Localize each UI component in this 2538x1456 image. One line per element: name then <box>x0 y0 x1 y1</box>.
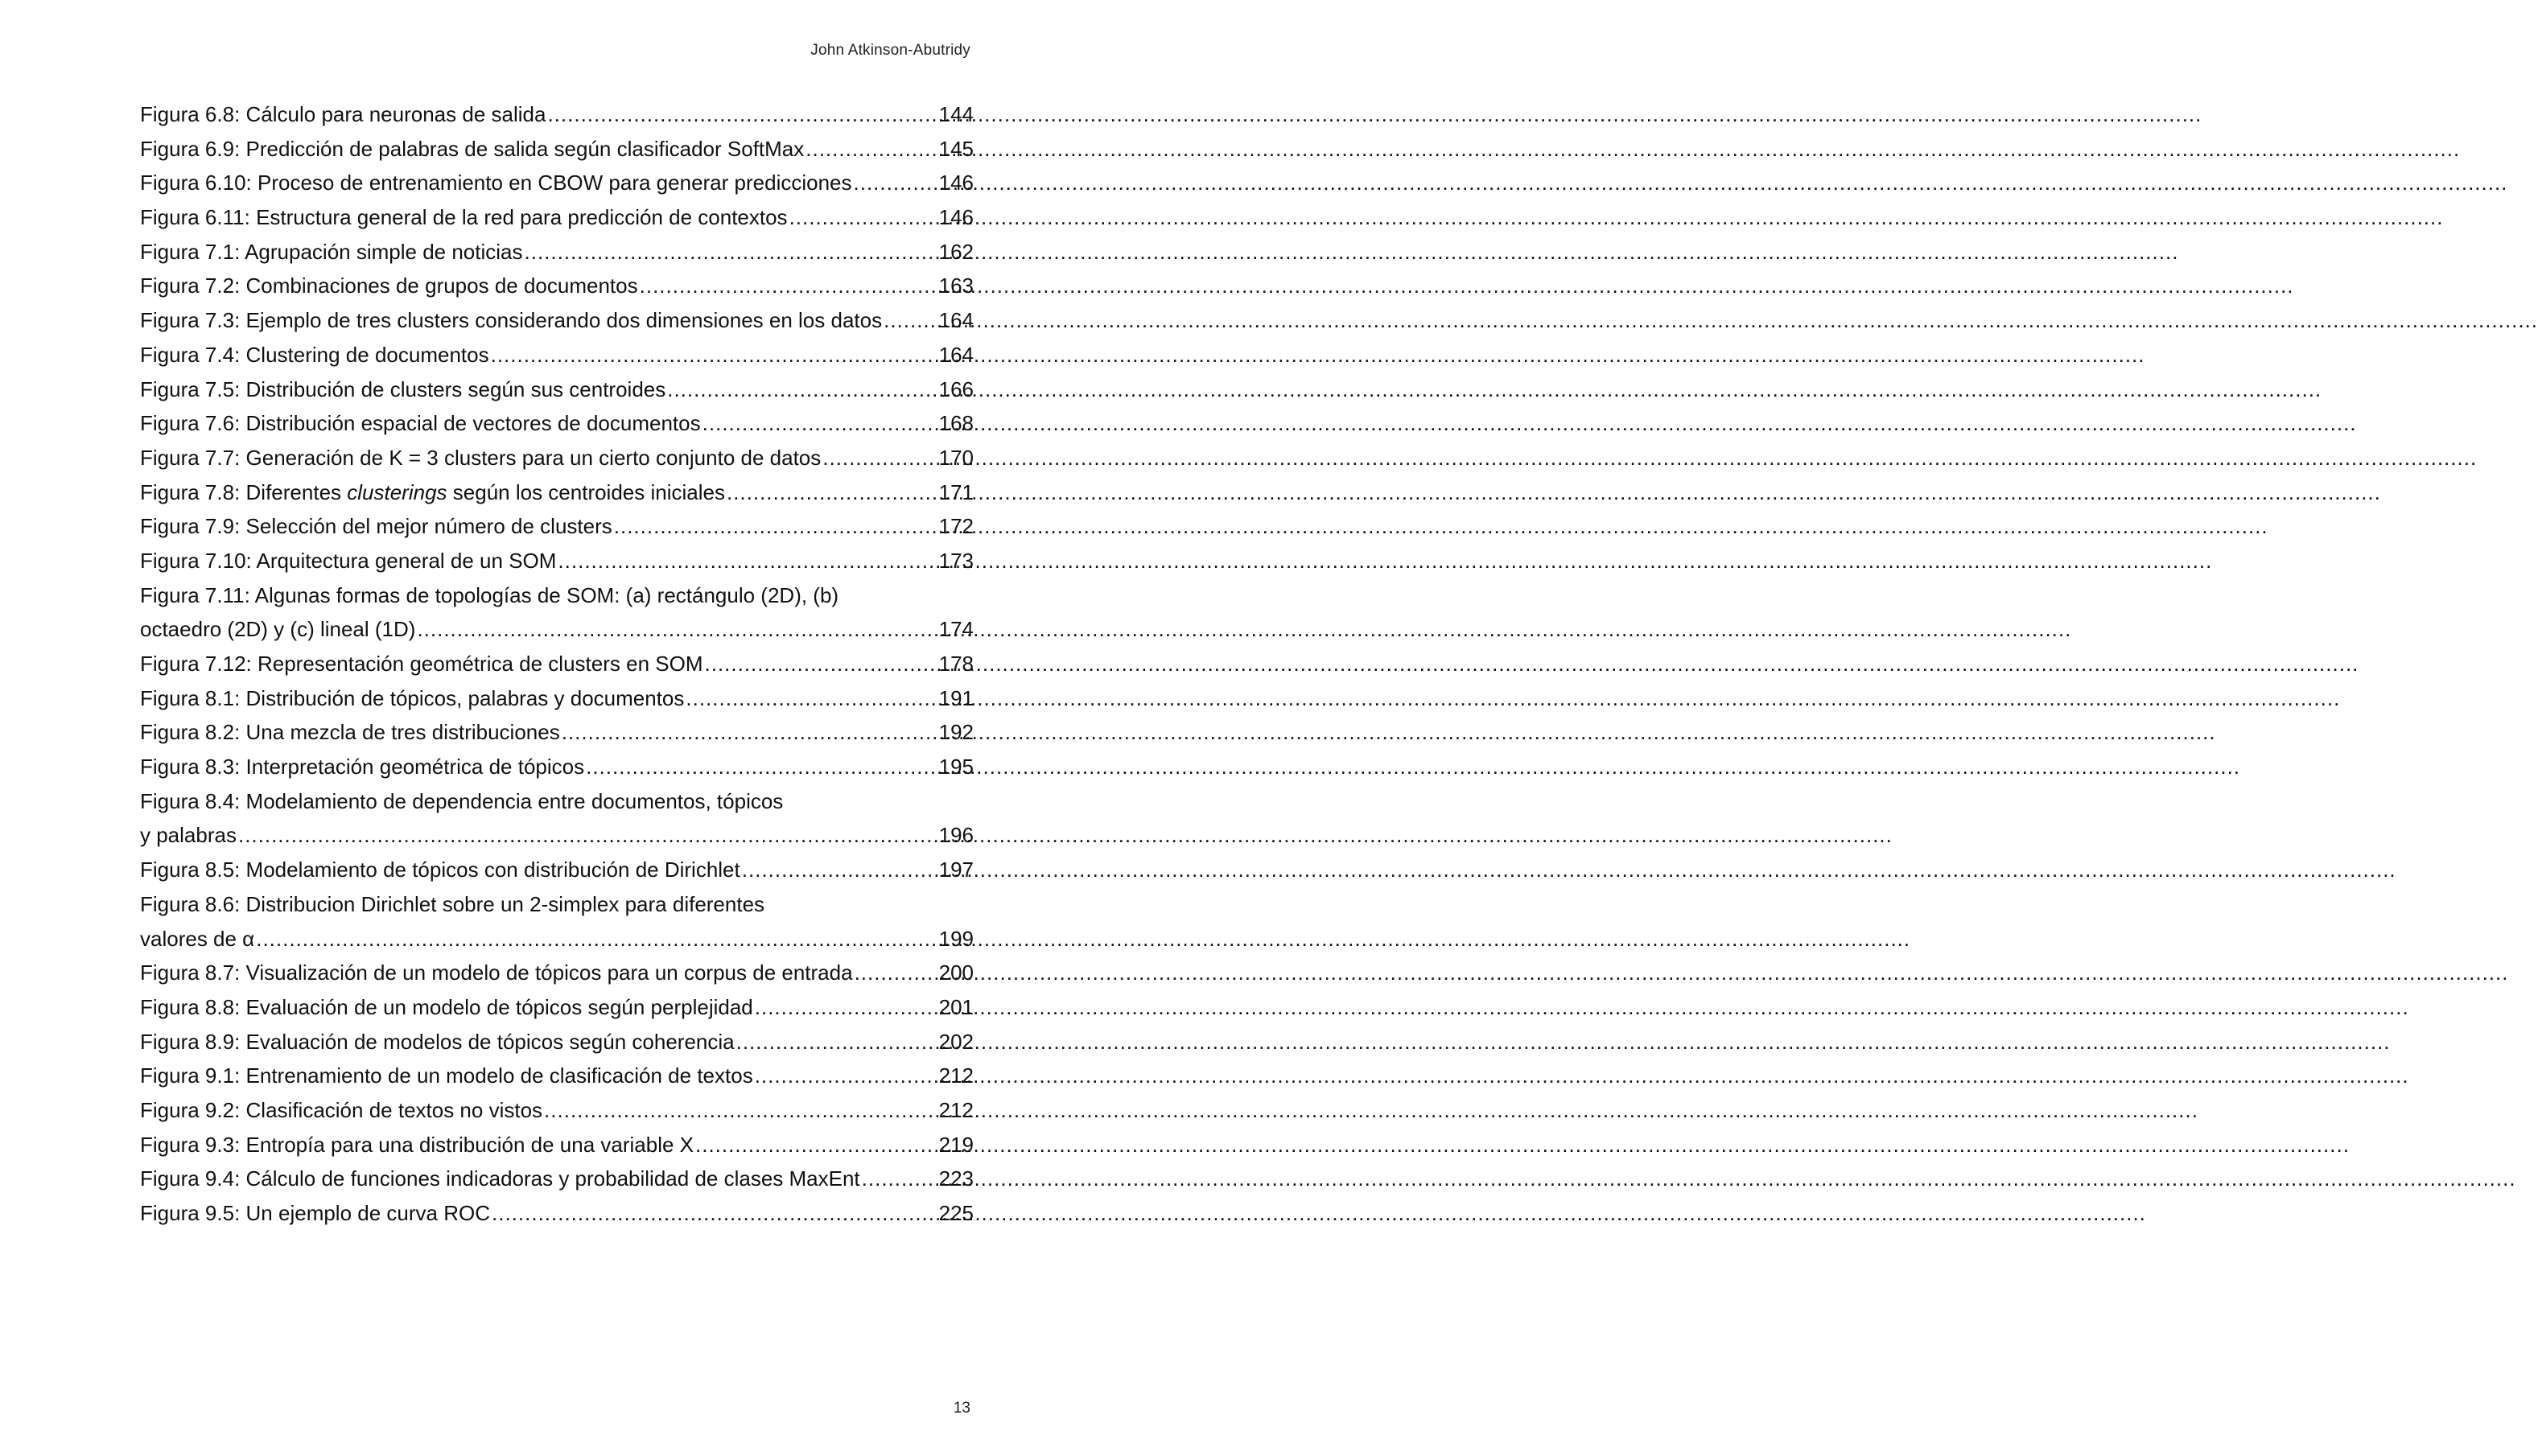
entry-page: 172 <box>938 514 974 539</box>
entry-title-line2: y palabras <box>140 823 237 848</box>
toc-entry-wrapped <box>140 784 974 853</box>
entry-page: 170 <box>938 445 974 470</box>
entry-title: Distribución espacial de vectores de documentos <box>245 411 701 436</box>
leader-dots <box>727 475 937 510</box>
entry-page: 162 <box>938 239 974 264</box>
entry-page: 196 <box>938 823 974 848</box>
leader-dots <box>884 303 937 338</box>
entry-page: 212 <box>938 1063 974 1088</box>
entry-label: Figura 9.5: <box>140 1201 241 1225</box>
leader-dots <box>704 647 937 681</box>
entry-title-line1: Algunas formas de topologías de SOM: (a) rectángulo (2D), (b) <box>254 582 839 607</box>
list-of-figures <box>140 97 974 1231</box>
toc-entry <box>140 235 974 269</box>
entry-label: Figura 8.6: <box>140 891 241 916</box>
entry-label: Figura 7.11: <box>140 582 250 607</box>
entry-title: Visualización de un modelo de tópicos para un corpus de entrada <box>245 960 853 985</box>
leader-dots <box>854 166 937 200</box>
entry-title-line2: octaedro (2D) y (c) lineal (1D) <box>140 617 416 642</box>
entry-page: 200 <box>938 960 974 985</box>
leader-dots <box>525 235 937 269</box>
leader-dots <box>238 818 937 853</box>
entry-title-emphasis: clusterings <box>347 479 447 504</box>
entry-title: Entropía para una distribución de una variable X <box>245 1132 694 1157</box>
entry-page: 191 <box>938 685 974 710</box>
entry-title: Interpretación geométrica de tópicos <box>245 755 585 779</box>
entry-page: 173 <box>938 548 974 573</box>
entry-label: Figura 8.7: <box>140 960 241 985</box>
leader-dots <box>492 1196 937 1231</box>
entry-label: Figura 8.3: <box>140 755 241 779</box>
entry-page: 197 <box>938 858 974 882</box>
leader-dots <box>755 1059 937 1093</box>
entry-label: Figura 7.2: <box>140 274 241 298</box>
toc-entry <box>140 853 974 887</box>
entry-label: Figura 6.11: <box>140 205 250 230</box>
entry-page: 178 <box>938 652 974 676</box>
entry-title-post: según los centroides iniciales <box>447 479 725 504</box>
entry-page: 225 <box>938 1201 974 1225</box>
toc-entry <box>140 441 974 475</box>
entry-label: Figura 7.5: <box>140 376 241 401</box>
toc-entry <box>140 1196 974 1231</box>
toc-entry-wrapped <box>140 578 974 647</box>
entry-label: Figura 8.1: <box>140 685 241 710</box>
toc-entry <box>140 956 974 990</box>
entry-title: Arquitectura general de un SOM <box>256 548 557 573</box>
entry-label: Figura 8.8: <box>140 994 241 1019</box>
entry-label: Figura 6.8: <box>140 102 241 126</box>
entry-title: Distribución de clusters según sus centroides <box>245 376 666 401</box>
entry-page: 166 <box>938 376 974 401</box>
toc-entry <box>140 200 974 235</box>
entry-title: Clustering de documentos <box>245 342 489 367</box>
entry-label: Figura 8.2: <box>140 720 241 745</box>
toc-entry <box>140 1025 974 1059</box>
entry-label: Figura 8.4: <box>140 788 241 813</box>
entry-title: Selección del mejor número de clusters <box>245 514 612 539</box>
entry-label: Figura 9.4: <box>140 1166 241 1191</box>
toc-entry <box>140 1093 974 1128</box>
entry-label: Figura 6.9: <box>140 136 241 161</box>
entry-title: Una mezcla de tres distribuciones <box>245 720 560 745</box>
entry-title: Un ejemplo de curva ROC <box>245 1201 490 1225</box>
entry-label: Figura 6.10: <box>140 171 252 195</box>
toc-entry <box>140 715 974 750</box>
entry-title-line2: valores de α <box>140 926 255 951</box>
entry-title: Clasificación de textos no vistos <box>245 1097 543 1122</box>
running-header <box>810 42 970 60</box>
toc-entry <box>140 166 974 200</box>
toc-entry <box>140 1162 974 1196</box>
leader-dots <box>586 750 937 784</box>
entry-label: Figura 9.3: <box>140 1132 241 1157</box>
entry-page: 202 <box>938 1029 974 1054</box>
entry-page: 199 <box>938 926 974 951</box>
toc-entry <box>140 681 974 716</box>
leader-dots <box>695 1128 937 1162</box>
entry-label: Figura 7.7: <box>140 445 241 470</box>
entry-page: 164 <box>938 308 974 333</box>
leader-dots <box>686 681 937 716</box>
entry-title: Distribución de tópicos, palabras y documentos <box>245 685 685 710</box>
entry-page: 192 <box>938 720 974 745</box>
entry-label: Figura 7.9: <box>140 514 241 539</box>
entry-title: Modelamiento de tópicos con distribución de Dirichlet <box>245 858 740 882</box>
entry-page: 171 <box>938 479 974 504</box>
leader-dots <box>640 269 937 303</box>
leader-dots <box>822 441 937 475</box>
entry-title: Predicción de palabras de salida según clasificador SoftMax <box>245 136 805 161</box>
toc-entry <box>140 406 974 441</box>
entry-label: Figura 8.9: <box>140 1029 241 1054</box>
entry-label: Figura 9.1: <box>140 1063 241 1088</box>
entry-title: Combinaciones de grupos de documentos <box>245 274 638 298</box>
toc-entry <box>140 475 974 510</box>
entry-title-line1: Distribucion Dirichlet sobre un 2-simplex para diferentes <box>245 891 765 916</box>
toc-entry <box>140 303 974 338</box>
entry-page: 146 <box>938 205 974 230</box>
toc-entry <box>140 750 974 784</box>
leader-dots <box>547 97 937 132</box>
leader-dots <box>805 132 937 167</box>
leader-dots <box>789 200 937 235</box>
entry-page: 144 <box>938 102 974 126</box>
entry-title: Evaluación de un modelo de tópicos según perplejidad <box>245 994 753 1019</box>
entry-title: Representación geométrica de clusters en SOM <box>257 652 703 676</box>
leader-dots <box>417 612 937 647</box>
entry-title: Evaluación de modelos de tópicos según coherencia <box>245 1029 735 1054</box>
entry-label: Figura 7.6: <box>140 411 241 436</box>
toc-entry <box>140 1059 974 1093</box>
leader-dots <box>491 338 937 372</box>
page-number: 13 <box>953 1400 970 1417</box>
entry-title: Entrenamiento de un modelo de clasificación de textos <box>245 1063 753 1088</box>
toc-entry <box>140 509 974 544</box>
entry-title-line1: Modelamiento de dependencia entre documentos, tópicos <box>245 788 784 813</box>
entry-label: Figura 7.10: <box>140 548 252 573</box>
entry-title: Agrupación simple de noticias <box>245 239 523 264</box>
leader-dots <box>855 956 937 990</box>
entry-page: 223 <box>938 1166 974 1191</box>
leader-dots <box>562 715 937 750</box>
leader-dots <box>742 853 937 887</box>
toc-entry <box>140 269 974 303</box>
leader-dots <box>667 372 937 407</box>
entry-page: 219 <box>938 1132 974 1157</box>
entry-page: 163 <box>938 274 974 298</box>
entry-title-pre: Diferentes <box>245 479 348 504</box>
entry-title: Cálculo de funciones indicadoras y probabilidad de clases MaxEnt <box>245 1166 860 1191</box>
toc-entry <box>140 1128 974 1162</box>
entry-page: 164 <box>938 342 974 367</box>
leader-dots <box>755 990 937 1025</box>
entry-label: Figura 7.3: <box>140 308 241 333</box>
entry-page: 201 <box>938 994 974 1019</box>
leader-dots <box>702 406 937 441</box>
toc-entry <box>140 544 974 578</box>
entry-page: 212 <box>938 1097 974 1122</box>
leader-dots <box>862 1162 937 1196</box>
toc-entry <box>140 132 974 167</box>
entry-label: Figura 7.8: <box>140 479 241 504</box>
entry-title: Ejemplo de tres clusters considerando dos dimensiones en los datos <box>245 308 883 333</box>
toc-entry <box>140 97 974 132</box>
entry-label: Figura 7.12: <box>140 652 252 676</box>
entry-title: Estructura general de la red para predicción de contextos <box>256 205 788 230</box>
entry-page: 145 <box>938 136 974 161</box>
toc-entry-wrapped <box>140 887 974 956</box>
toc-entry <box>140 647 974 681</box>
entry-title: Generación de K = 3 clusters para un cierto conjunto de datos <box>245 445 822 470</box>
entry-label: Figura 9.2: <box>140 1097 241 1122</box>
entry-title: Cálculo para neuronas de salida <box>245 102 546 126</box>
toc-entry <box>140 338 974 372</box>
entry-title: Proceso de entrenamiento en CBOW para generar predicciones <box>257 171 852 195</box>
leader-dots <box>614 509 937 544</box>
entry-page: 168 <box>938 411 974 436</box>
leader-dots <box>558 544 937 578</box>
entry-label: Figura 7.1: <box>140 239 241 264</box>
leader-dots <box>544 1093 937 1128</box>
entry-page: 146 <box>938 171 974 195</box>
header-author: John Atkinson-Abutridy <box>810 42 970 59</box>
entry-label: Figura 8.5: <box>140 858 241 882</box>
leader-dots <box>736 1025 937 1059</box>
entry-label: Figura 7.4: <box>140 342 241 367</box>
entry-page: 195 <box>938 755 974 779</box>
toc-entry <box>140 372 974 407</box>
toc-entry <box>140 990 974 1025</box>
entry-page: 174 <box>938 617 974 642</box>
leader-dots <box>256 922 937 956</box>
